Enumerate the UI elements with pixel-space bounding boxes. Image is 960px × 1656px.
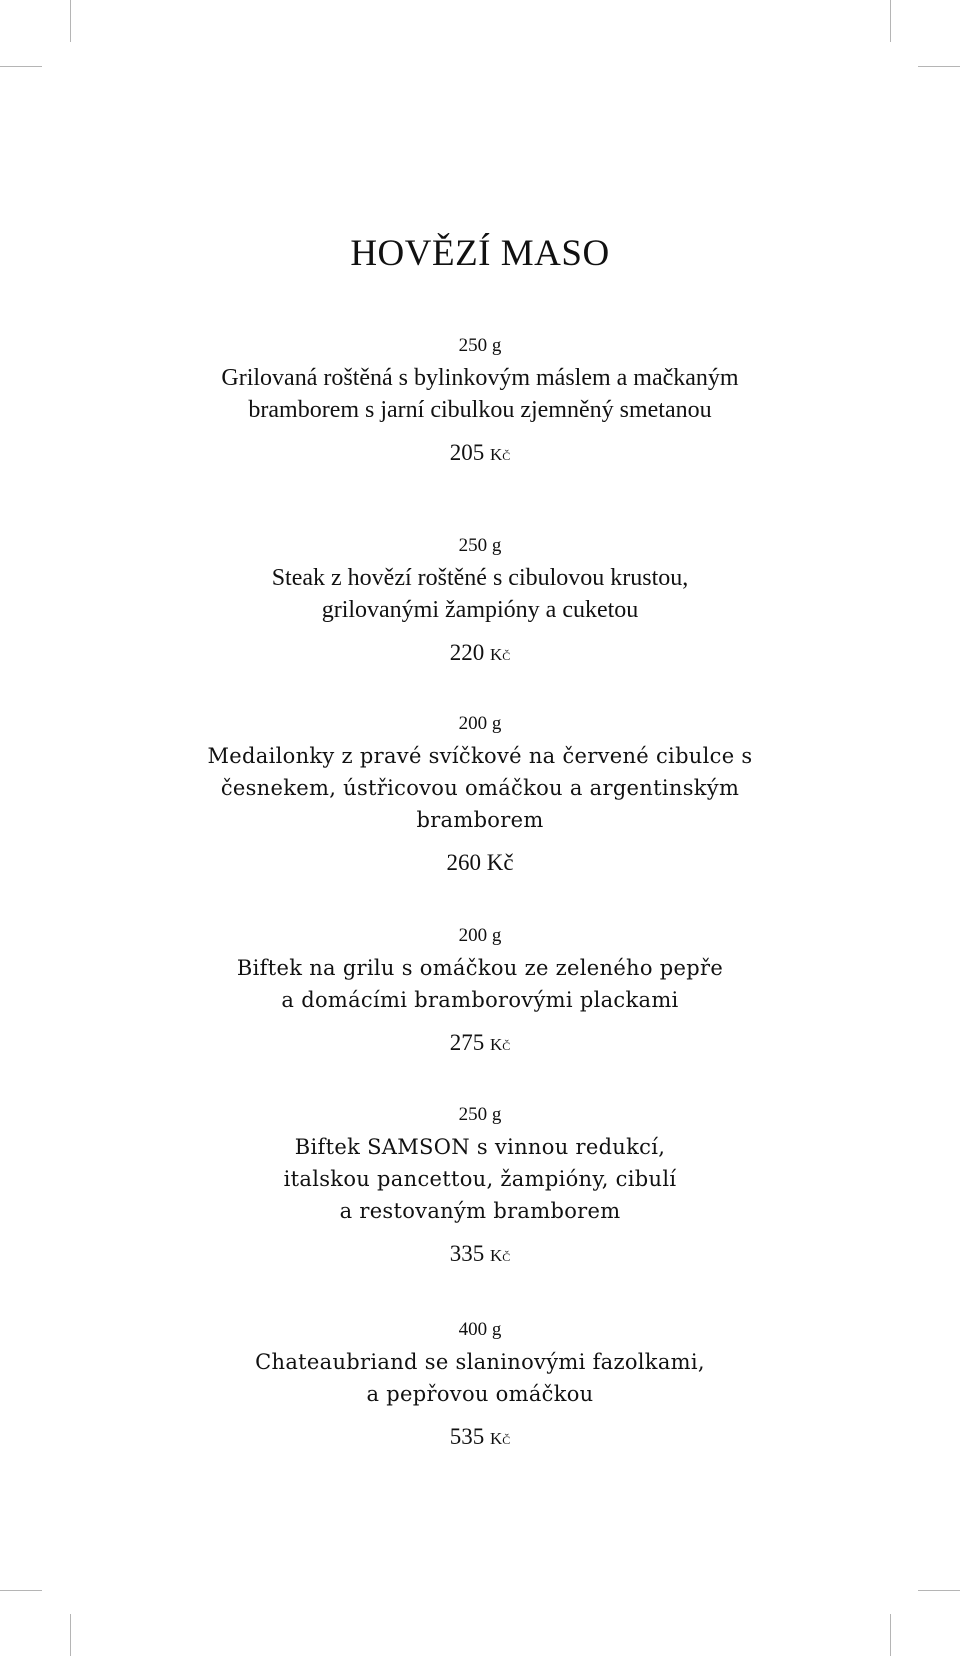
price-value: 260 (446, 850, 481, 875)
item-description-line: grilovanými žampióny a cuketou (321, 597, 639, 623)
price-currency: Kč (489, 645, 511, 664)
crop-mark-top-right-horizontal (918, 66, 960, 67)
item-description-line: Chateaubriand se slaninovými fazolkami, (255, 1350, 705, 1374)
menu-item-5 (0, 1103, 960, 1271)
item-description-line: Grilovaná roštěná s bylinkovým máslem a mačkaným (221, 365, 739, 391)
item-price (0, 1239, 960, 1271)
price-value: 335 (449, 1241, 485, 1266)
menu-item-4 (0, 924, 960, 1060)
crop-mark-bottom-left-vertical (70, 1614, 71, 1656)
crop-mark-top-left-horizontal (0, 66, 42, 67)
crop-mark-bottom-right-horizontal (918, 1590, 960, 1591)
price-currency: Kč (489, 1035, 511, 1054)
price-value: 205 (449, 440, 485, 465)
item-weight: 250 g (458, 1104, 502, 1125)
price-value: 220 (449, 640, 485, 665)
page-title: HOVĚZÍ MASO (350, 233, 610, 274)
item-price (0, 638, 960, 670)
price-currency: Kč (486, 850, 514, 875)
item-weight: 250 g (458, 335, 502, 356)
item-weight: 250 g (458, 535, 502, 556)
item-description-line: Steak z hovězí roštěné s cibulovou krustou, (271, 565, 689, 591)
price-value: 535 (449, 1424, 485, 1449)
item-description-line: bramborem s jarní cibulkou zjemněný smetanou (248, 397, 712, 423)
menu-item-6 (0, 1318, 960, 1454)
crop-mark-top-left-vertical (70, 0, 71, 42)
item-description-line: italskou pancettou, žampióny, cibulí (283, 1167, 677, 1191)
item-description-line: Biftek SAMSON s vinnou redukcí, (294, 1135, 666, 1159)
item-price (0, 1028, 960, 1060)
menu-item-2 (0, 534, 960, 670)
item-weight: 200 g (458, 925, 502, 946)
crop-mark-top-right-vertical (890, 0, 891, 42)
price-value: 275 (449, 1030, 485, 1055)
crop-mark-bottom-right-vertical (890, 1614, 891, 1656)
item-price (0, 1422, 960, 1454)
item-description-line: a pepřovou omáčkou (366, 1382, 594, 1406)
item-description-line: Biftek na grilu s omáčkou ze zeleného pepře (236, 956, 724, 980)
item-weight: 200 g (458, 713, 502, 734)
item-description-line: a restovaným bramborem (339, 1199, 621, 1223)
price-currency: Kč (489, 1246, 511, 1265)
price-currency: Kč (489, 445, 511, 464)
item-description-line: česnekem, ústřicovou omáčkou a argentinským (220, 776, 740, 800)
menu-item-1 (0, 334, 960, 470)
item-price (0, 438, 960, 470)
item-weight: 400 g (458, 1319, 502, 1340)
crop-mark-bottom-left-horizontal (0, 1590, 42, 1591)
item-description-line: a domácími bramborovými plackami (281, 988, 679, 1012)
item-description-line: Medailonky z pravé svíčkové na červené cibulce s (207, 744, 753, 768)
menu-item-3 (0, 712, 960, 878)
item-price (0, 848, 960, 878)
price-currency: Kč (489, 1429, 511, 1448)
item-description-line: bramborem (416, 808, 544, 832)
